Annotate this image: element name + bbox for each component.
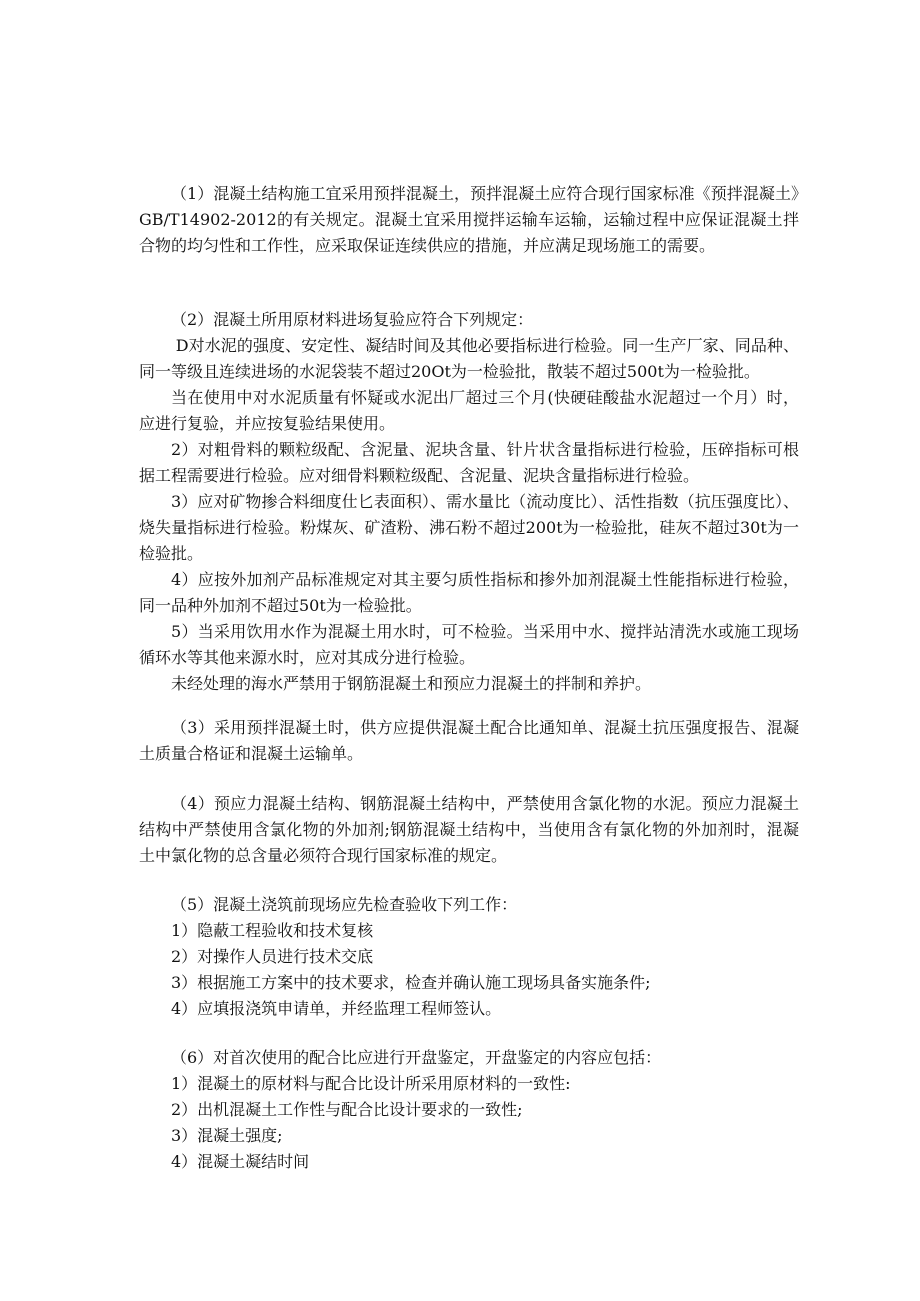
section-6-item: 1）混凝土的原材料与配合比设计所采用原材料的一致性: — [171, 1074, 571, 1093]
section-1-paragraph: （1）混凝土结构施工宜采用预拌混凝土，预拌混凝土应符合现行国家标准《预拌混凝土》GB/T14902-2012的有关规定。混凝土宜采用搅拌运输车运输，运输过程中应保证混凝土拌合物的均匀性和工作性，应采取保证连续供应的措施，并应满足现场施工的需要。 — [139, 184, 799, 255]
section-2-item-4: 4）应按外加剂产品标准规定对其主要匀质性指标和掺外加剂混凝土性能指标进行检验，同一品种外加剂不超过50t为一检验批。 — [139, 570, 799, 615]
section-2-item-5-note: 未经处理的海水严禁用于钢筋混凝土和预应力混凝土的拌制和养护。 — [171, 674, 652, 693]
section-6-item: 4）混凝土凝结时间 — [171, 1152, 310, 1171]
section-2-item-1-note: 当在使用中对水泥质量有怀疑或水泥出厂超过三个月(快硬硅酸盐水泥超过一个月）时，应进行复验，并应按复验结果使用。 — [139, 388, 799, 433]
section-6-item: 2）出机混凝土工作性与配合比设计要求的一致性; — [171, 1100, 523, 1119]
section-3-paragraph: （3）采用预拌混凝土时，供方应提供混凝土配合比通知单、混凝土抗压强度报告、混凝土质量合格证和混凝土运输单。 — [139, 718, 799, 763]
section-3 — [139, 715, 799, 767]
section-5-item: 4）应填报浇筑申请单，并经监理工程师签认。 — [171, 999, 502, 1018]
section-6 — [139, 1045, 799, 1175]
section-4 — [139, 791, 799, 869]
section-5-item: 3）根据施工方案中的技术要求，检查并确认施工现场具备实施条件; — [171, 973, 651, 992]
section-5-item: 1）隐蔽工程验收和技术复核 — [171, 921, 374, 940]
section-6-item: 3）混凝土强度; — [171, 1126, 283, 1145]
section-2-item-5: 5）当采用饮用水作为混凝土用水时，可不检验。当采用中水、搅拌站清洗水或施工现场循环水等其他来源水时，应对其成分进行检验。 — [139, 622, 799, 667]
section-2-item-2: 2）对粗骨料的颗粒级配、含泥量、泥块含量、针片状含量指标进行检验，压碎指标可根据工程需要进行检验。应对细骨料颗粒级配、含泥量、泥块含量指标进行检验。 — [139, 440, 799, 485]
section-2-item-3: 3）应对矿物掺合料细度仕匕表面积）、需水量比（流动度比）、活性指数（抗压强度比）、烧失量指标进行检验。粉煤灰、矿渣粉、沸石粉不超过200t为一检验批，硅灰不超过30t为一检验批。 — [139, 492, 799, 563]
section-4-paragraph: （4）预应力混凝土结构、钢筋混凝土结构中，严禁使用含氯化物的水泥。预应力混凝土结构中严禁使用含氯化物的外加剂;钢筋混凝土结构中，当使用含有氯化物的外加剂时，混凝土中氯化物的总含量必须符合现行国家标准的规定。 — [139, 794, 799, 865]
section-5 — [139, 892, 799, 1022]
section-5-title: （5）混凝土浇筑前现场应先检查验收下列工作： — [171, 895, 518, 914]
section-1 — [139, 181, 799, 259]
section-2-title: （2）混凝土所用原材料进场复验应符合下列规定： — [171, 310, 534, 329]
section-2-item-1: D对水泥的强度、安定性、凝结时间及其他必要指标进行检验。同一生产厂家、同品种、同一等级且连续进场的水泥袋装不超过20Ot为一检验批，散装不超过500t为一检验批。 — [139, 336, 799, 381]
section-5-item: 2）对操作人员进行技术交底 — [171, 947, 374, 966]
section-2 — [139, 307, 799, 697]
section-6-title: （6）对首次使用的配合比应进行开盘鉴定，开盘鉴定的内容应包括： — [171, 1048, 662, 1067]
